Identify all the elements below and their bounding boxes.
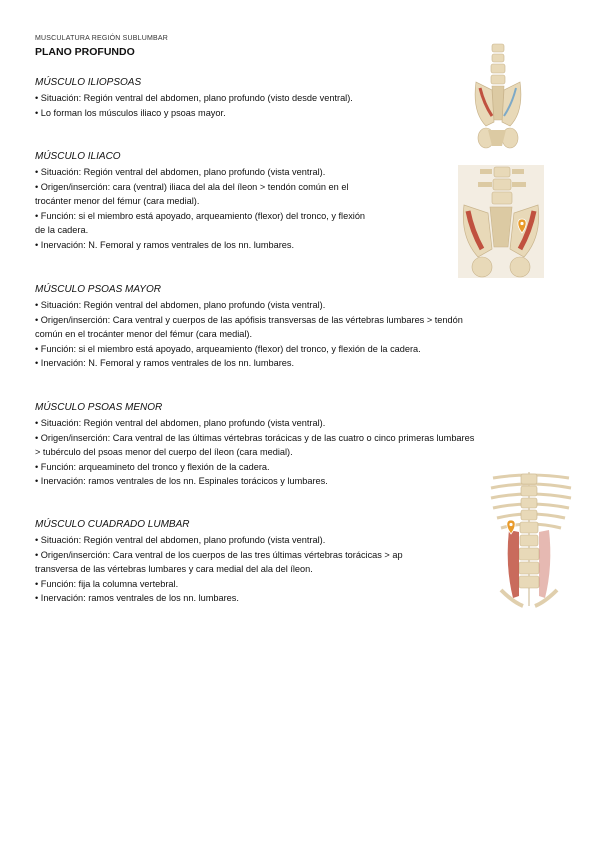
text-line: • Inervación: N. Femoral y ramos ventrales de los nn. lumbares.	[35, 358, 295, 369]
text-line: • Situación: Región ventral del abdomen, plano profundo (vista ventral).	[35, 167, 326, 177]
section-title: MÚSCULO CUADRADO LUMBAR	[35, 519, 190, 530]
text-line: trocánter menor del fémur (cara medial).	[35, 196, 200, 207]
section-title: MÚSCULO PSOAS MAYOR	[35, 284, 161, 295]
text-line: • Función: si el miembro está apoyado, arqueamiento (flexor) del tronco, y flexión de la cadera.	[35, 343, 421, 354]
text-line: • Origen/inserción: Cara ventral de los cuerpos de las tres últimas vértebras torácicas > ap	[35, 549, 403, 560]
document-supertitle: MUSCULATURA REGIÓN SUBLUMBAR	[35, 35, 169, 42]
section-title: MÚSCULO PSOAS MENOR	[35, 402, 163, 413]
section-title: MÚSCULO ILIOPSOAS	[35, 77, 142, 88]
text-line: • Función: arqueamineto del tronco y flexión de la cadera.	[35, 461, 270, 472]
section-iliaco	[35, 150, 365, 253]
text-line: • Inervación: N. Femoral y ramos ventrales de los nn. lumbares.	[35, 239, 295, 250]
spine-ribs-cuadrado-lumbar-illustration	[483, 470, 579, 608]
text-line: > tubérculo del psoas menor del cuerpo del íleon (cara medial).	[35, 447, 293, 458]
text-line: • Inervación: ramos ventrales de los nn. Espinales torácicos y lumbares.	[35, 476, 328, 487]
text-line: de la cadera.	[35, 225, 89, 236]
pelvis-iliopsoas-illustration	[472, 42, 524, 154]
text-line: • Función: si el miembro está apoyado, arqueamiento (flexor) del tronco, y flexión	[35, 210, 366, 221]
text-line: • Situación: Región ventral del abdomen, plano profundo (vista ventral).	[35, 300, 326, 310]
text-line: • Origen/inserción: cara (ventral) iliaca del ala del íleon > tendón común en el	[35, 181, 349, 192]
text-line: común en el trocánter menor del fémur (cara medial).	[35, 329, 253, 340]
text-line: • Lo forman los músculos iliaco y psoas mayor.	[35, 107, 226, 118]
text-line: transversa de las vértebras lumbares y cara medial del ala del íleon.	[35, 564, 313, 575]
text-line: • Situación: Región ventral del abdomen, plano profundo (visto desde ventral).	[35, 93, 353, 103]
text-line: • Función: fija la columna vertebral.	[35, 578, 179, 589]
text-line: • Situación: Región ventral del abdomen, plano profundo (vista ventral).	[35, 535, 326, 545]
document-title: PLANO PROFUNDO	[35, 46, 135, 58]
text-line: • Origen/inserción: Cara ventral de las últimas vértebras torácicas y de las cuatro o cinco primeras lumbares	[35, 432, 475, 443]
spine-pelvis-iliaco-illustration	[458, 165, 544, 278]
text-line: • Inervación: ramos ventrales de los nn. lumbares.	[35, 593, 239, 604]
text-line: • Situación: Región ventral del abdomen, plano profundo (vista ventral).	[35, 418, 326, 428]
section-psoas-menor	[35, 401, 474, 489]
text-line: • Origen/inserción: Cara ventral y cuerpos de las apófisis transversas de las vértebras lumbares > tendón	[35, 314, 463, 325]
section-cuadrado-lumbar	[35, 518, 403, 606]
section-psoas-mayor	[35, 283, 463, 371]
section-title: MÚSCULO ILIACO	[35, 151, 121, 162]
section-iliopsoas	[35, 76, 353, 120]
